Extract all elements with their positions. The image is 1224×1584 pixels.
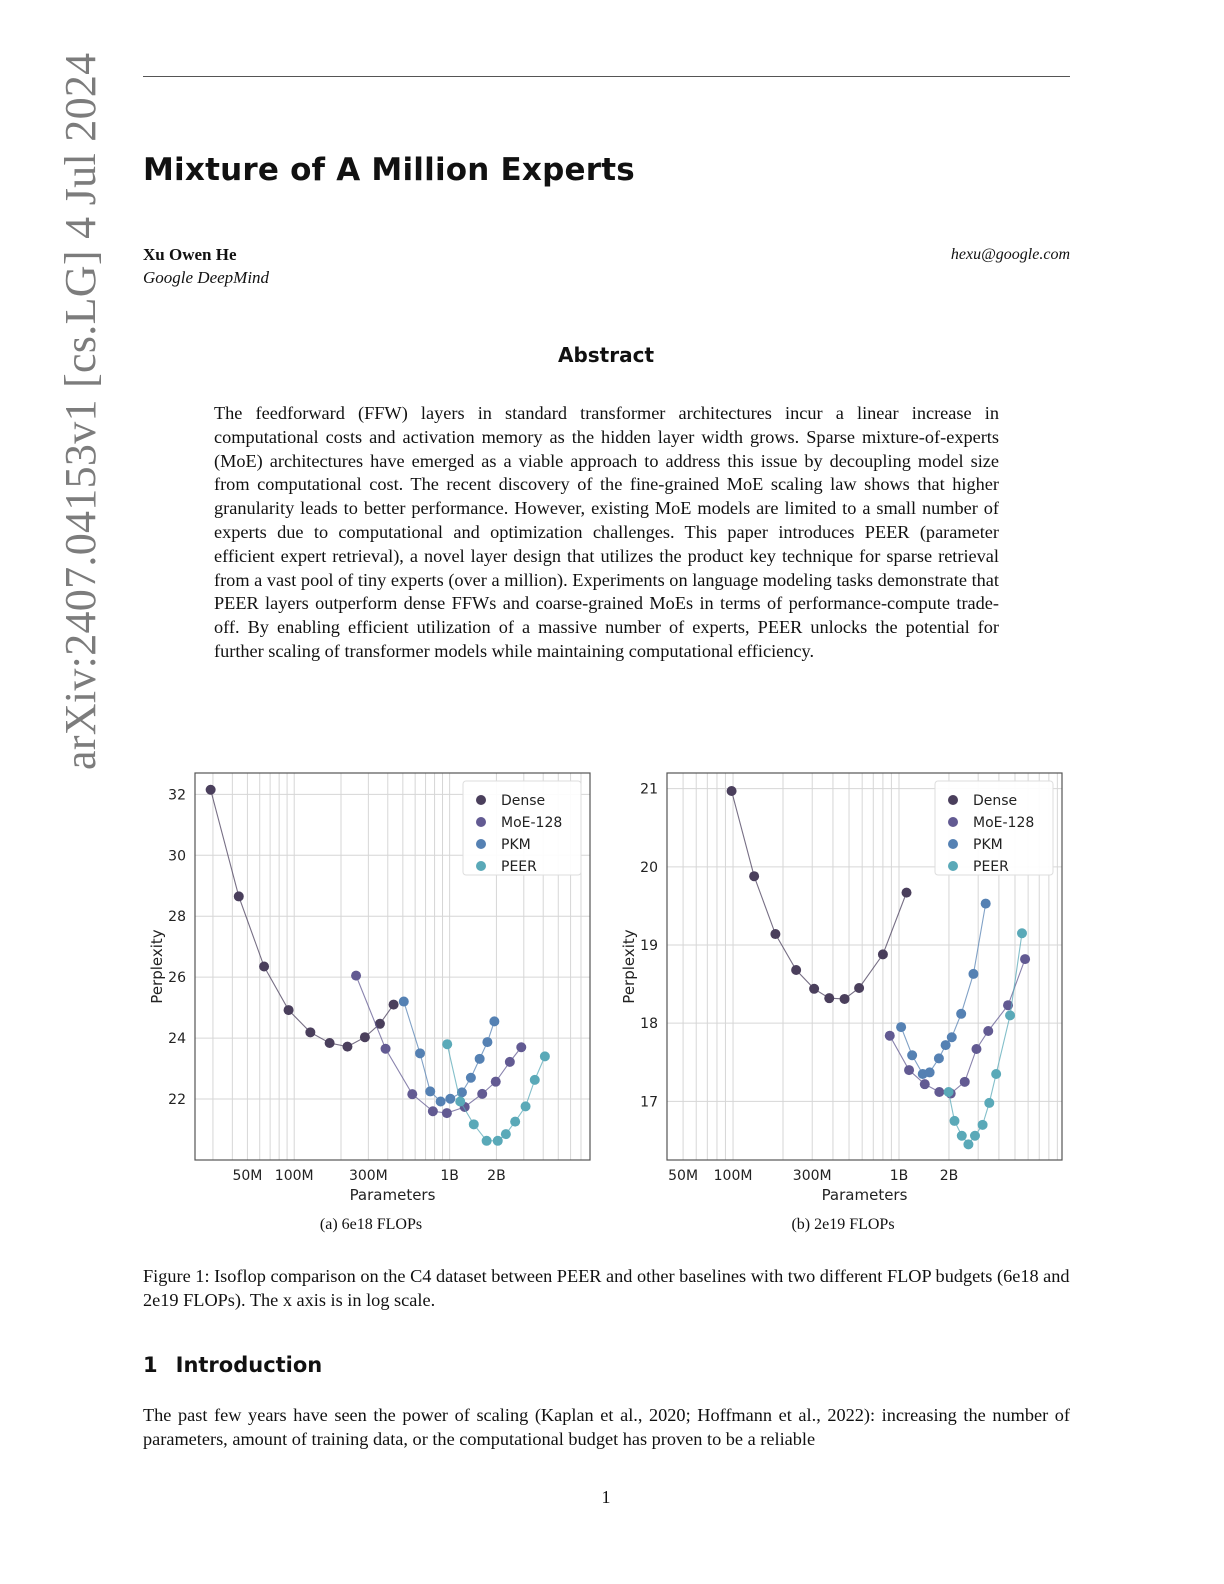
data-point-moe-128	[983, 1026, 993, 1036]
data-point-moe-128	[516, 1042, 526, 1052]
series-line-peer	[949, 933, 1022, 1144]
y-tick-label: 24	[168, 1031, 186, 1048]
data-point-dense	[360, 1032, 370, 1042]
section-number: 1	[143, 1353, 158, 1377]
chart-6e18-flops	[140, 765, 600, 1210]
data-point-moe-128	[971, 1044, 981, 1054]
data-point-pkm	[415, 1048, 425, 1058]
intro-paragraph: The past few years have seen the power of scaling (Kaplan et al., 2020; Hoffmann et al., 2022): increasing the number of parameters, amount of training data, or the computational budget has proven to be a reliable	[143, 1405, 1070, 1449]
legend-label: PKM	[501, 837, 531, 853]
x-axis-label: Parameters	[349, 1186, 436, 1204]
data-point-pkm	[896, 1022, 906, 1032]
legend-marker	[948, 795, 958, 805]
data-point-moe-128	[934, 1087, 944, 1097]
legend-label: PKM	[973, 837, 1003, 853]
data-point-peer	[957, 1131, 967, 1141]
header-rule	[143, 76, 1070, 77]
data-point-moe-128	[351, 971, 361, 981]
data-point-peer	[510, 1117, 520, 1127]
data-point-pkm	[482, 1037, 492, 1047]
page-number: 1	[601, 1487, 611, 1507]
data-point-peer	[521, 1101, 531, 1111]
data-point-peer	[949, 1116, 959, 1126]
y-tick-label: 26	[168, 970, 186, 987]
data-point-dense	[284, 1005, 294, 1015]
y-tick-label: 28	[168, 909, 186, 926]
data-point-dense	[234, 891, 244, 901]
data-point-dense	[791, 965, 801, 975]
data-point-dense	[770, 929, 780, 939]
data-point-peer	[1005, 1010, 1015, 1020]
data-point-peer	[963, 1139, 973, 1149]
chart-2e19-flops	[612, 765, 1072, 1210]
legend-label: Dense	[973, 793, 1018, 809]
data-point-peer	[455, 1096, 465, 1106]
legend-marker	[476, 839, 486, 849]
data-point-moe-128	[505, 1057, 515, 1067]
data-point-dense	[878, 949, 888, 959]
data-point-dense	[342, 1042, 352, 1052]
data-point-pkm	[445, 1094, 455, 1104]
data-point-dense	[727, 786, 737, 796]
data-point-dense	[854, 983, 864, 993]
abstract-text: The feedforward (FFW) layers in standard transformer architectures incur a linear increase in computational costs and activation memory as the hidden layer width grows. Sparse mixture-of-experts (MoE) architectures have emerged as a viable approach to address this issue by decoupling model size from computational cost. The recent discovery of the fine-grained MoE scaling law shows that higher granularity leads to better performance. However, existing MoE models are limited to a small number of experts due to computational and optimization challenges. This paper introduces PEER (parameter efficient expert retrieval), a novel layer design that utilizes the product key technique for sparse retrieval from a vast pool of tiny experts (over a million). Experiments on language modeling tasks demonstrate that PEER layers outperform dense FFWs and coarse-grained MoEs in terms of performance-compute trade-off. By enabling efficient utilization of a massive number of experts, PEER unlocks the potential for further scaling of transformer models while maintaining computational efficiency.	[214, 403, 999, 661]
legend-label: PEER	[501, 859, 537, 875]
data-point-pkm	[475, 1054, 485, 1064]
x-tick-label: 1B	[440, 1168, 459, 1184]
x-tick-label: 100M	[274, 1168, 314, 1184]
data-point-moe-128	[920, 1079, 930, 1089]
legend-label: MoE-128	[973, 815, 1035, 831]
x-tick-label: 300M	[348, 1168, 388, 1184]
legend-label: PEER	[973, 859, 1009, 875]
series-line-dense	[211, 790, 394, 1047]
abstract-heading: Abstract	[557, 343, 655, 367]
data-point-peer	[978, 1120, 988, 1130]
paper-title: Mixture of A Million Experts	[143, 152, 635, 188]
data-point-dense	[206, 785, 216, 795]
data-point-moe-128	[904, 1065, 914, 1075]
subcaption-b: (b) 2e19 FLOPs	[791, 1216, 895, 1233]
x-tick-label: 2B	[487, 1168, 506, 1184]
legend-marker	[476, 795, 486, 805]
arxiv-identifier: arXiv:2407.04153v1 [cs.LG] 4 Jul 2024	[56, 52, 105, 770]
legend-marker	[948, 861, 958, 871]
data-point-moe-128	[477, 1089, 487, 1099]
data-point-dense	[305, 1027, 315, 1037]
data-point-pkm	[425, 1086, 435, 1096]
data-point-peer	[970, 1131, 980, 1141]
author-name: Xu Owen He	[143, 245, 237, 264]
data-point-pkm	[941, 1040, 951, 1050]
data-point-pkm	[934, 1053, 944, 1063]
y-tick-label: 19	[640, 938, 658, 954]
legend-label: Dense	[501, 793, 546, 809]
author-affiliation: Google DeepMind	[143, 268, 270, 287]
x-tick-label: 300M	[792, 1168, 832, 1184]
data-point-pkm	[947, 1032, 957, 1042]
data-point-pkm	[436, 1096, 446, 1106]
figure-caption: Figure 1: Isoflop comparison on the C4 dataset between PEER and other baselines with two different FLOP budgets (6e18 and 2e19 FLOPs). The x axis is in log scale.	[143, 1266, 1070, 1310]
data-point-dense	[902, 888, 912, 898]
y-tick-label: 18	[640, 1016, 658, 1033]
data-point-dense	[749, 871, 759, 881]
y-tick-label: 32	[168, 787, 186, 804]
section-heading	[143, 1352, 322, 1379]
data-point-dense	[809, 984, 819, 994]
legend-marker	[948, 817, 958, 827]
data-point-moe-128	[381, 1044, 391, 1054]
data-point-peer	[442, 1039, 452, 1049]
x-tick-label: 50M	[232, 1168, 263, 1184]
data-point-moe-128	[960, 1077, 970, 1087]
data-point-pkm	[981, 899, 991, 909]
x-tick-label: 50M	[668, 1168, 699, 1184]
data-point-moe-128	[428, 1106, 438, 1116]
data-point-pkm	[907, 1050, 917, 1060]
data-point-moe-128	[407, 1089, 417, 1099]
x-axis-label: Parameters	[821, 1186, 908, 1204]
data-point-pkm	[399, 997, 409, 1007]
x-tick-label: 2B	[939, 1168, 959, 1184]
data-point-peer	[493, 1136, 503, 1146]
y-tick-label: 17	[640, 1094, 658, 1111]
data-point-pkm	[956, 1009, 966, 1019]
x-tick-label: 1B	[889, 1168, 909, 1184]
data-point-dense	[259, 962, 269, 972]
data-point-pkm	[489, 1016, 499, 1026]
data-point-pkm	[968, 969, 978, 979]
section-title: Introduction	[175, 1353, 323, 1377]
y-tick-label: 30	[168, 848, 186, 865]
data-point-moe-128	[491, 1077, 501, 1087]
y-tick-label: 20	[640, 859, 658, 876]
data-point-peer	[501, 1129, 511, 1139]
data-point-dense	[840, 994, 850, 1004]
data-point-dense	[389, 1000, 399, 1010]
data-point-dense	[824, 993, 834, 1003]
data-point-peer	[944, 1087, 954, 1097]
data-point-pkm	[466, 1073, 476, 1083]
data-point-peer	[469, 1119, 479, 1129]
data-point-moe-128	[1020, 954, 1030, 964]
legend-marker	[476, 817, 486, 827]
y-axis-label: Perplexity	[148, 929, 166, 1004]
x-tick-label: 100M	[713, 1168, 753, 1184]
data-point-pkm	[925, 1067, 935, 1077]
data-point-peer	[984, 1098, 994, 1108]
legend-marker	[948, 839, 958, 849]
author-email: hexu@google.com	[950, 246, 1070, 263]
data-point-peer	[540, 1051, 550, 1061]
y-axis-label: Perplexity	[620, 929, 638, 1004]
y-tick-label: 22	[168, 1092, 186, 1109]
legend-marker	[476, 861, 486, 871]
legend-label: MoE-128	[501, 815, 563, 831]
y-tick-label: 21	[640, 781, 658, 798]
data-point-peer	[530, 1075, 540, 1085]
subcaption-a: (a) 6e18 FLOPs	[319, 1216, 423, 1233]
data-point-peer	[1017, 928, 1027, 938]
series-line-dense	[732, 791, 907, 999]
data-point-moe-128	[885, 1031, 895, 1041]
data-point-peer	[991, 1069, 1001, 1079]
data-point-moe-128	[442, 1108, 452, 1118]
data-point-peer	[482, 1136, 492, 1146]
data-point-dense	[325, 1038, 335, 1048]
